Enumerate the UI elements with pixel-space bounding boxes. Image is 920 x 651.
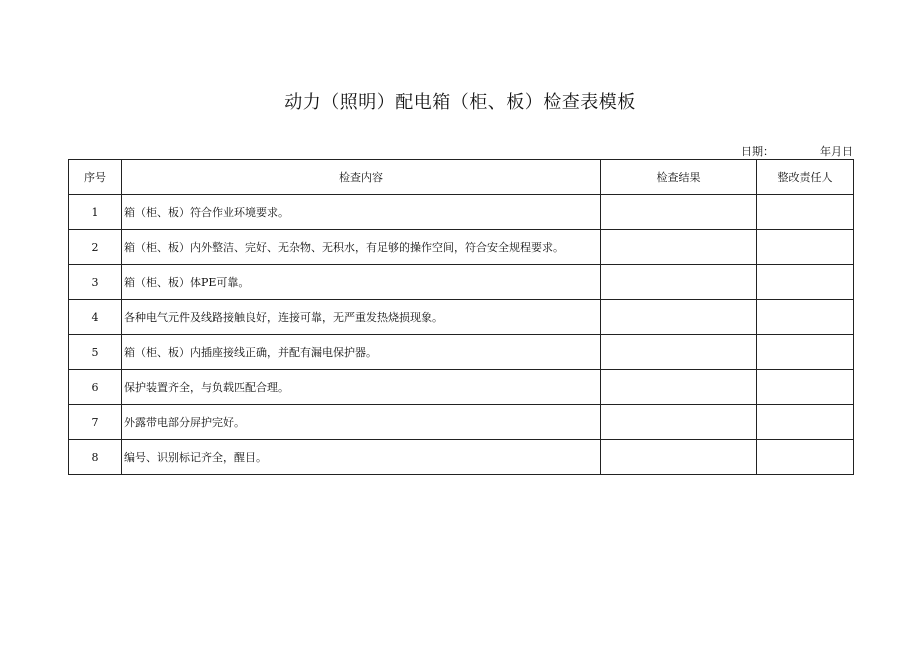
- row-responsible-cell[interactable]: [757, 370, 854, 405]
- row-seq: 7: [69, 405, 122, 440]
- row-result-cell[interactable]: [601, 230, 757, 265]
- table-header-row: [69, 160, 854, 195]
- row-content: 箱（柜、板）内插座接线正确，并配有漏电保护器。: [122, 335, 601, 370]
- table-row: [69, 440, 854, 475]
- header-seq: 序号: [69, 160, 122, 195]
- header-content: 检查内容: [122, 160, 601, 195]
- table-row: [69, 230, 854, 265]
- row-responsible-cell[interactable]: [757, 335, 854, 370]
- table-row: [69, 405, 854, 440]
- document-title: 动力（照明）配电箱（柜、板）检查表模板: [284, 92, 636, 113]
- row-responsible-cell[interactable]: [757, 405, 854, 440]
- table-row: [69, 265, 854, 300]
- row-result-cell[interactable]: [601, 405, 757, 440]
- row-result-cell[interactable]: [601, 370, 757, 405]
- row-result-cell[interactable]: [601, 265, 757, 300]
- header-result: 检查结果: [601, 160, 757, 195]
- row-content: 箱（柜、板）体PE可靠。: [122, 265, 601, 300]
- row-seq: 2: [69, 230, 122, 265]
- row-content: 各种电气元件及线路接触良好，连接可靠，无严重发热烧损现象。: [122, 300, 601, 335]
- row-seq: 4: [69, 300, 122, 335]
- row-content: 外露带电部分屏护完好。: [122, 405, 601, 440]
- row-content: 保护装置齐全，与负载匹配合理。: [122, 370, 601, 405]
- row-responsible-cell[interactable]: [757, 265, 854, 300]
- table-row: [69, 335, 854, 370]
- row-result-cell[interactable]: [601, 195, 757, 230]
- row-content: 编号、识别标记齐全，醒目。: [122, 440, 601, 475]
- row-seq: 8: [69, 440, 122, 475]
- row-responsible-cell[interactable]: [757, 440, 854, 475]
- date-value: 年月日: [820, 145, 853, 158]
- row-result-cell[interactable]: [601, 300, 757, 335]
- table-row: [69, 195, 854, 230]
- row-result-cell[interactable]: [601, 335, 757, 370]
- row-content: 箱（柜、板）内外整洁、完好、无杂物、无积水，有足够的操作空间，符合安全规程要求。: [122, 230, 601, 265]
- inspection-table: [68, 159, 854, 475]
- date-label: 日期：: [741, 145, 774, 158]
- row-seq: 3: [69, 265, 122, 300]
- row-seq: 6: [69, 370, 122, 405]
- row-result-cell[interactable]: [601, 440, 757, 475]
- row-seq: 1: [69, 195, 122, 230]
- row-content: 箱（柜、板）符合作业环境要求。: [122, 195, 601, 230]
- row-responsible-cell[interactable]: [757, 300, 854, 335]
- row-responsible-cell[interactable]: [757, 195, 854, 230]
- row-responsible-cell[interactable]: [757, 230, 854, 265]
- row-seq: 5: [69, 335, 122, 370]
- table-row: [69, 370, 854, 405]
- header-responsible: 整改责任人: [757, 160, 854, 195]
- table-row: [69, 300, 854, 335]
